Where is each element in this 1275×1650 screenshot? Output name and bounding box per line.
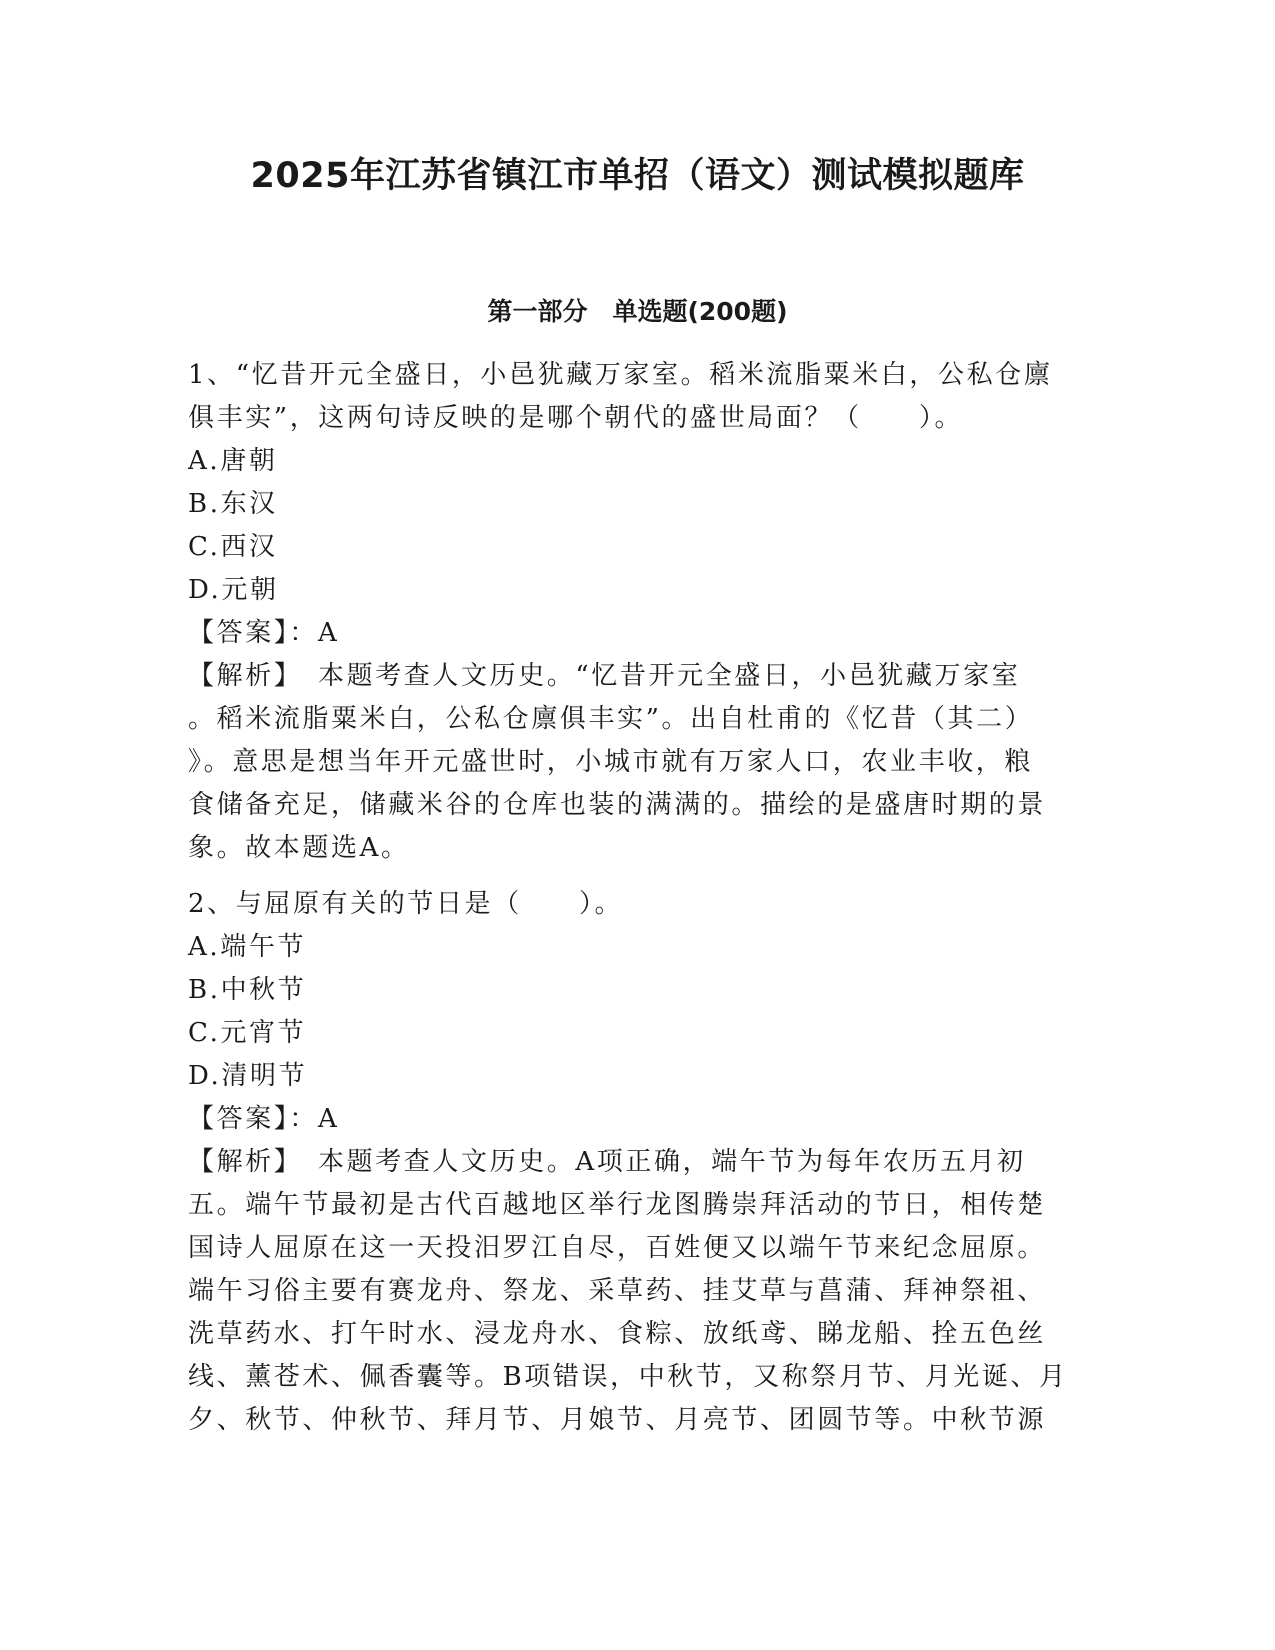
answer: 【答案】：A <box>188 618 340 648</box>
question-stem: 1、“忆昔开元全盛日，小邑犹藏万家室。稻米流脂粟米白，公私仓廪 <box>188 360 1053 390</box>
analysis-line: 象。故本题选A。 <box>188 833 410 863</box>
question-stem: 俱丰实”，这两句诗反映的是哪个朝代的盛世局面？（ ）。 <box>188 403 964 433</box>
analysis <box>188 1141 1088 1442</box>
analysis-line: 食储备充足，储藏米谷的仓库也装的满满的。描绘的是盛唐时期的景 <box>188 790 1047 820</box>
option-d: D.清明节 <box>188 1061 308 1091</box>
analysis-line: 国诗人屈原在这一天投汨罗江自尽，百姓便又以端午节来纪念屈原。 <box>188 1233 1047 1263</box>
option-a: A.端午节 <box>188 932 307 962</box>
analysis-line: 线、薰苍术、佩香囊等。B项错误，中秋节，又称祭月节、月光诞、月 <box>188 1362 1068 1392</box>
question-1 <box>188 354 1088 870</box>
analysis-line: 夕、秋节、仲秋节、拜月节、月娘节、月亮节、团圆节等。中秋节源 <box>188 1405 1047 1435</box>
analysis <box>188 655 1088 870</box>
analysis-line: 【解析】 本题考查人文历史。A项正确，端午节为每年农历五月初 <box>188 1147 1026 1177</box>
question-list <box>188 354 1088 1442</box>
question-stem: 2、与屈原有关的节日是（ ）。 <box>188 889 624 919</box>
option-d: D.元朝 <box>188 575 279 605</box>
option-c: C.西汉 <box>188 532 278 562</box>
section-heading: 第一部分 单选题(200题) <box>487 297 788 326</box>
question-2 <box>188 883 1088 1442</box>
analysis-line: 。稻米流脂粟米白，公私仓廪俱丰实”。出自杜甫的《忆昔（其二） <box>188 704 1034 734</box>
analysis-line: 》。意思是想当年开元盛世时，小城市就有万家人口，农业丰收，粮 <box>188 747 1034 777</box>
analysis-line: 洗草药水、打午时水、浸龙舟水、食粽、放纸鸢、睇龙船、拴五色丝 <box>188 1319 1047 1349</box>
option-c: C.元宵节 <box>188 1018 307 1048</box>
document-title: 2025年江苏省镇江市单招（语文）测试模拟题库 <box>250 156 1025 196</box>
option-b: B.东汉 <box>188 489 278 519</box>
analysis-line: 【解析】 本题考查人文历史。“忆昔开元全盛日，小邑犹藏万家室 <box>188 661 1021 691</box>
analysis-line: 五。端午节最初是古代百越地区举行龙图腾崇拜活动的节日，相传楚 <box>188 1190 1047 1220</box>
option-b: B.中秋节 <box>188 975 307 1005</box>
option-a: A.唐朝 <box>188 446 278 476</box>
answer: 【答案】：A <box>188 1104 340 1134</box>
analysis-line: 端午习俗主要有赛龙舟、祭龙、采草药、挂艾草与菖蒲、拜神祭祖、 <box>188 1276 1047 1306</box>
